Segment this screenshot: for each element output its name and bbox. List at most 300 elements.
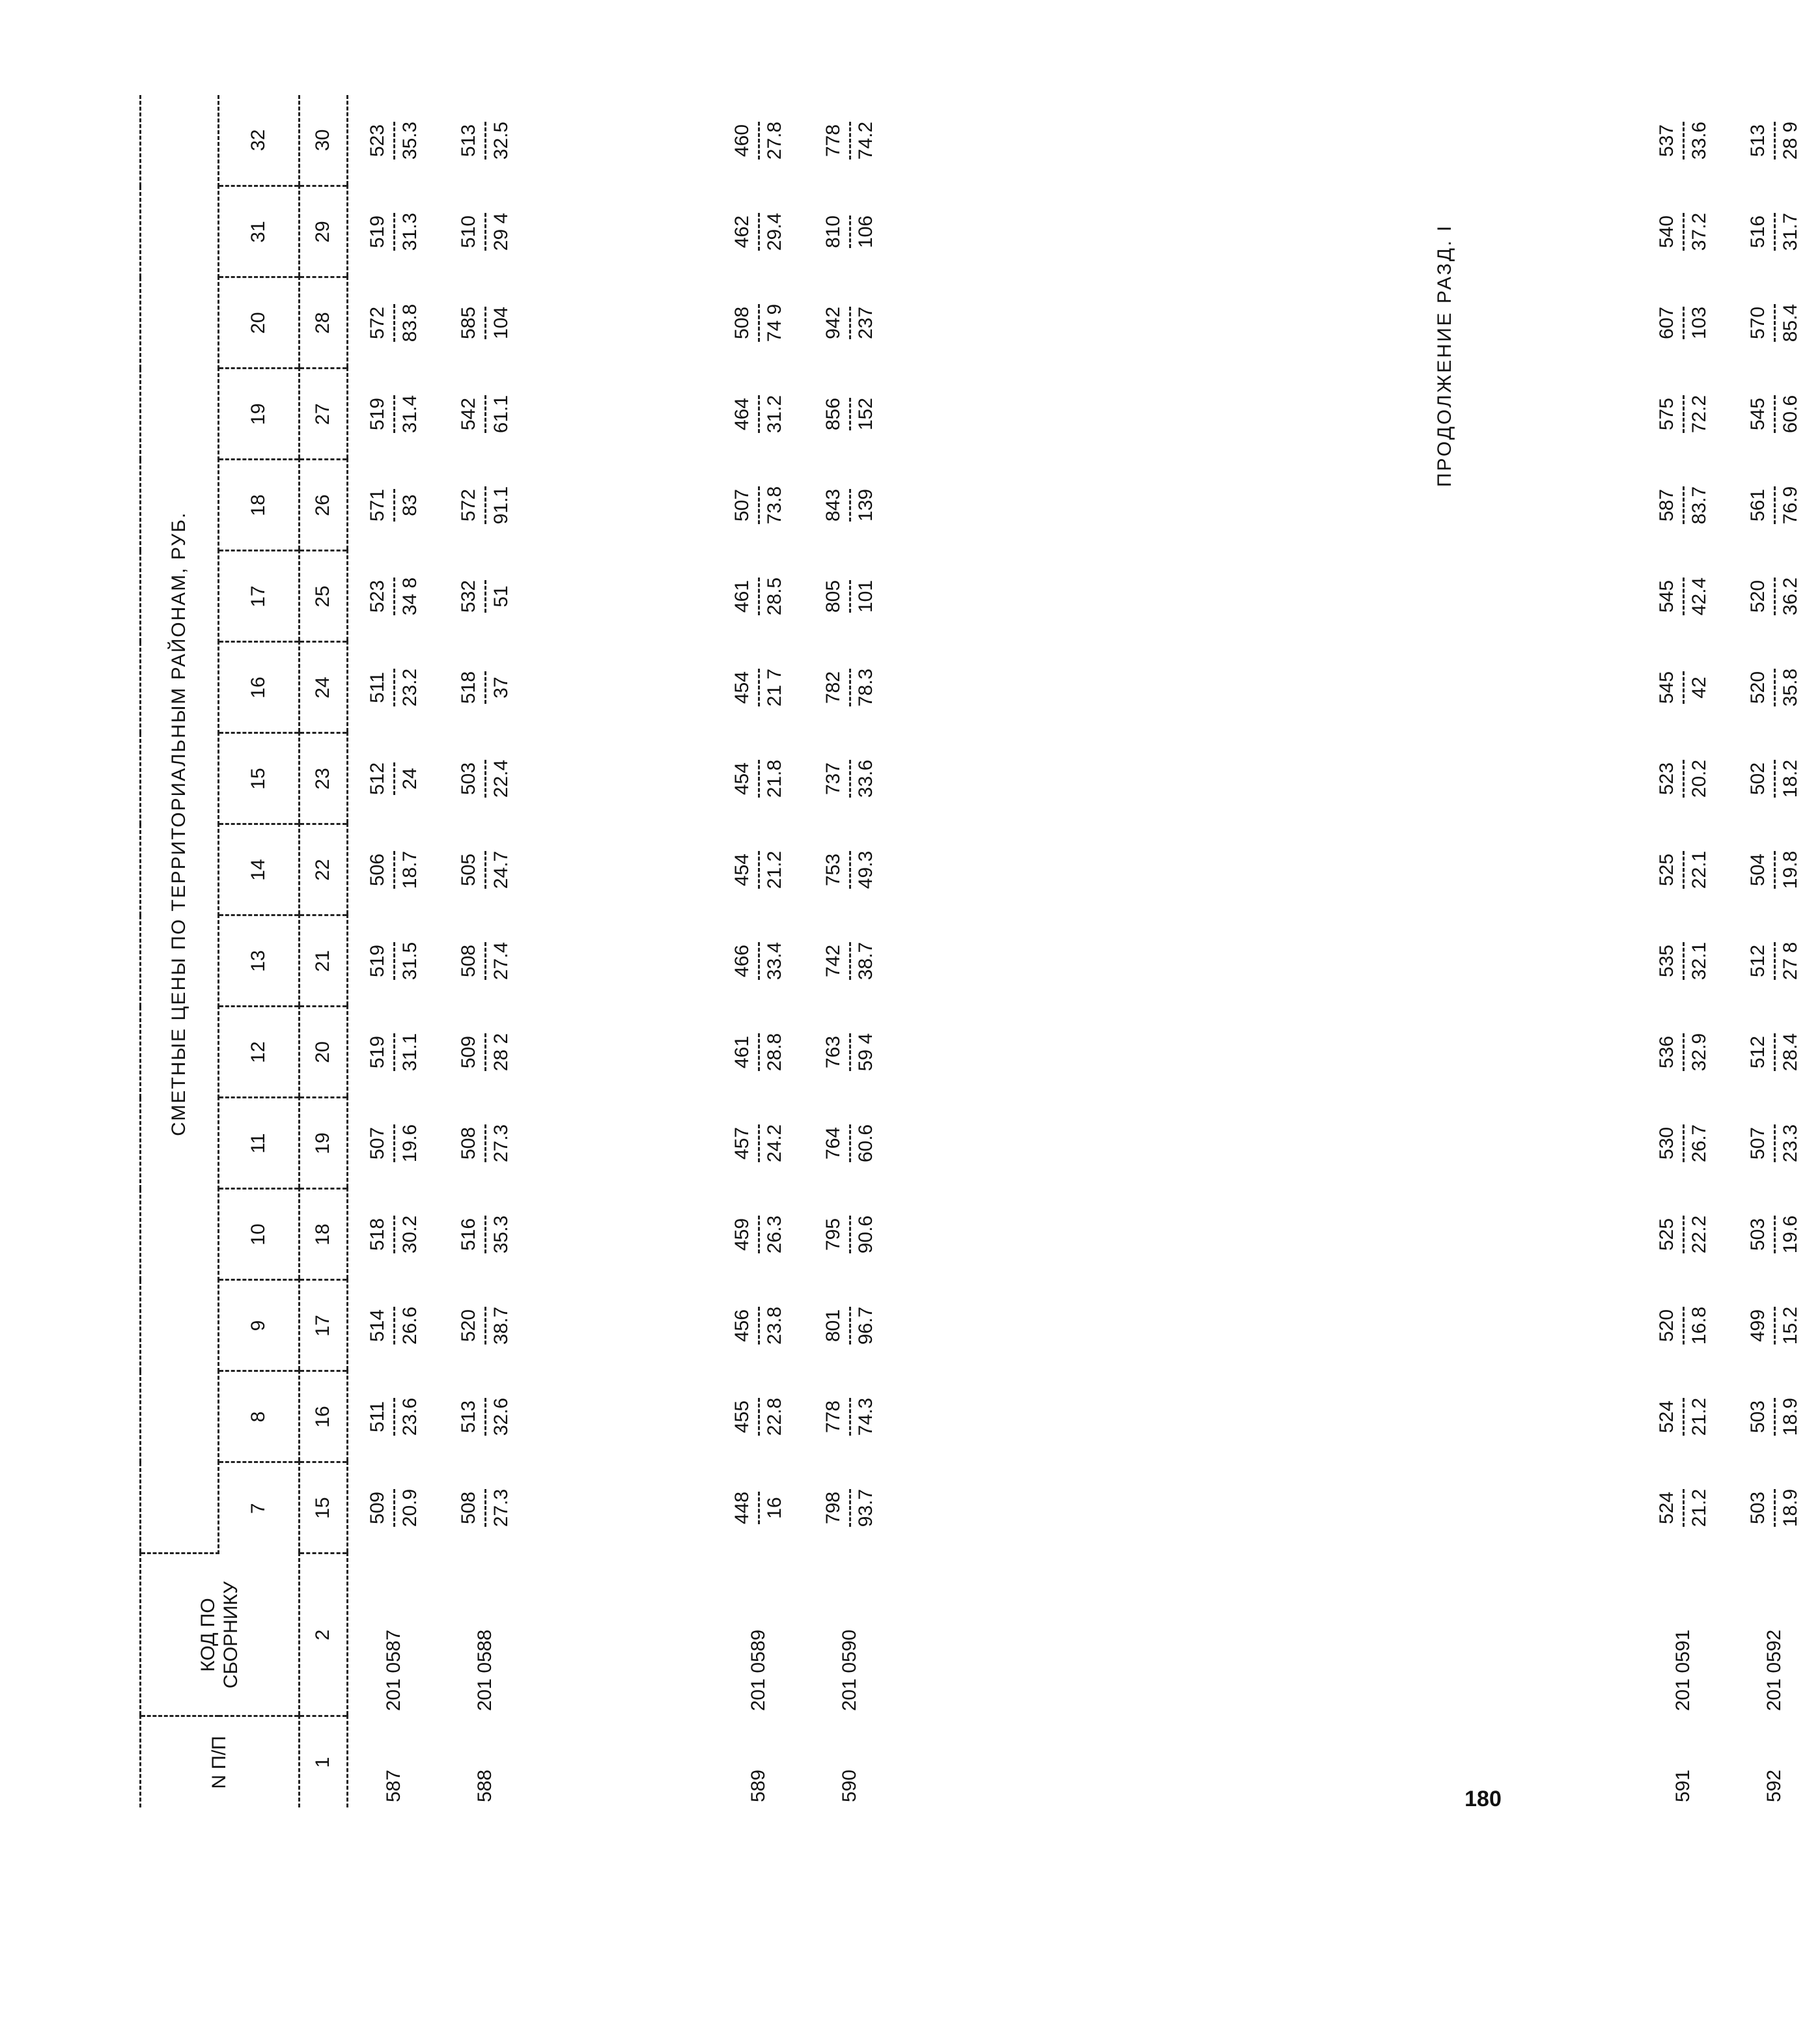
row-code: 201 0589 [747,1629,769,1711]
region-number: 13 [219,915,300,1007]
table-row [1729,95,1820,1807]
row-number: 588 [473,1769,496,1802]
price-cell [713,186,804,277]
region-number: 31 [219,186,300,277]
price-bottom: 24.7 [490,850,512,889]
row-code: 201 0591 [1672,1629,1694,1711]
price-top: 545 [1747,395,1776,433]
price-cell [713,369,804,460]
price-top: 575 [1656,395,1685,433]
price-cell [713,95,804,186]
region-number: 15 [219,733,300,824]
price-top: 520 [458,1307,486,1345]
row-number: 590 [838,1769,860,1802]
price-bottom: 37.2 [1688,212,1710,251]
price-bottom: 51 [490,585,512,607]
row-code: 201 0587 [382,1629,404,1711]
price-bottom: 29.4 [763,212,785,251]
price-bottom: 22.8 [763,1397,785,1436]
price-cell [713,551,804,642]
column-number: 29 [300,186,348,277]
header-group-title: СМЕТНЫЕ ЦЕНЫ ПО ТЕРРИТОРИАЛЬНЫМ РАЙОНАМ, РУБ. [141,95,219,1554]
price-cell [713,824,804,915]
price-top: 561 [1747,486,1776,524]
price-cell [1729,95,1820,186]
price-bottom: 74 9 [763,303,785,342]
price-cell [440,1189,531,1280]
price-cell [713,733,804,824]
price-top: 506 [367,851,395,889]
price-bottom: 19.8 [1779,850,1801,889]
price-top: 778 [822,1398,851,1436]
price-top: 512 [1747,1033,1776,1071]
price-cell [804,277,895,369]
price-bottom: 42 [1688,676,1710,699]
column-number: 22 [300,824,348,915]
price-cell [440,1007,531,1098]
price-top: 537 [1656,122,1685,160]
price-cell [804,1007,895,1098]
price-top: 856 [822,398,851,430]
price-cell [1729,186,1820,277]
column-number: 20 [300,1007,348,1098]
price-table [139,95,1820,1807]
price-cell [440,186,531,277]
region-number: 20 [219,277,300,369]
price-cell [348,277,440,369]
price-bottom: 26.6 [399,1306,421,1345]
price-cell [1638,1462,1729,1554]
price-top: 545 [1656,671,1685,704]
price-bottom: 18.2 [1779,759,1801,798]
price-cell [1638,1371,1729,1462]
price-cell [1729,1371,1820,1462]
price-cell [713,1462,804,1554]
column-number: 16 [300,1371,348,1462]
price-bottom: 93.7 [854,1488,876,1527]
column-number: 23 [300,733,348,824]
price-bottom: 16.8 [1688,1306,1710,1345]
price-top: 542 [458,395,486,433]
row-number: 591 [1672,1769,1694,1802]
price-cell [1638,1007,1729,1098]
price-top: 520 [1747,578,1776,615]
price-bottom: 27.8 [763,121,785,160]
price-bottom: 24 [399,768,421,790]
price-cell [440,642,531,733]
price-top: 742 [822,942,851,980]
column-number: 25 [300,551,348,642]
price-bottom: 38.7 [854,941,876,981]
price-bottom: 38.7 [490,1306,512,1345]
price-top: 571 [367,489,395,522]
price-cell [713,1371,804,1462]
table-row [440,95,531,1807]
price-bottom: 91.1 [490,486,512,525]
price-top: 536 [1656,1033,1685,1071]
price-cell [1638,915,1729,1007]
price-bottom: 31.7 [1779,212,1801,251]
price-top: 513 [458,122,486,160]
price-bottom: 30.2 [399,1215,421,1254]
region-number-row [219,95,300,1807]
price-cell [348,95,440,186]
price-bottom: 16 [763,1497,785,1519]
price-bottom: 49.3 [854,850,876,889]
table-row [713,95,804,1807]
price-bottom: 28 9 [1779,121,1801,160]
price-top: 466 [731,942,760,980]
price-bottom: 83.7 [1688,486,1710,525]
price-top: 504 [1747,851,1776,889]
table-row [1638,95,1729,1807]
price-bottom: 15.2 [1779,1306,1801,1345]
region-number: 16 [219,642,300,733]
price-bottom: 29 4 [490,212,512,251]
region-number: 10 [219,1189,300,1280]
price-cell [804,95,895,186]
price-top: 518 [367,1216,395,1253]
price-bottom: 103 [1688,306,1710,340]
column-number: 18 [300,1189,348,1280]
price-top: 512 [367,762,395,795]
price-top: 524 [1656,1489,1685,1527]
row-spacer [895,95,1638,1807]
price-cell [348,551,440,642]
price-top: 520 [1656,1307,1685,1345]
price-bottom: 23.2 [399,668,421,707]
price-cell [1729,369,1820,460]
price-bottom: 21.2 [1688,1397,1710,1436]
continuation-label: ПРОДОЛЖЕНИЕ РАЗД. I [1434,224,1455,487]
column-number: 24 [300,642,348,733]
price-bottom: 31.4 [399,395,421,434]
price-cell [440,1098,531,1189]
column-number: 27 [300,369,348,460]
price-bottom: 32.9 [1688,1033,1710,1072]
price-cell [804,186,895,277]
price-bottom: 31.2 [763,395,785,434]
price-top: 508 [458,942,486,980]
column-number-row [300,95,348,1807]
price-cell [1638,460,1729,551]
price-bottom: 35.8 [1779,668,1801,707]
price-cell [713,277,804,369]
price-bottom: 76.9 [1779,486,1801,525]
price-top: 509 [458,1033,486,1071]
region-number: 12 [219,1007,300,1098]
price-top: 499 [1747,1307,1776,1345]
region-number: 19 [219,369,300,460]
price-top: 607 [1656,307,1685,339]
price-top: 572 [367,304,395,342]
price-top: 525 [1656,851,1685,889]
price-top: 516 [1747,213,1776,251]
price-bottom: 21.8 [763,759,785,798]
price-cell [804,1371,895,1462]
column-number: 26 [300,460,348,551]
price-bottom: 27.4 [490,941,512,981]
price-bottom: 104 [490,306,512,340]
price-top: 525 [1656,1216,1685,1253]
price-top: 461 [731,578,760,615]
price-bottom: 31.5 [399,941,421,981]
price-cell [1729,277,1820,369]
price-top: 510 [458,213,486,251]
price-top: 448 [731,1492,760,1524]
column-number: 1 [300,1716,348,1807]
price-bottom: 42.4 [1688,577,1710,616]
price-bottom: 36.2 [1779,577,1801,616]
price-top: 810 [822,216,851,248]
price-cell [440,1371,531,1462]
price-top: 782 [822,669,851,706]
price-cell [804,1189,895,1280]
price-top: 513 [458,1398,486,1436]
row-spacer [531,95,713,1807]
region-number: 7 [219,1462,300,1554]
price-cell [1638,277,1729,369]
price-cell [713,642,804,733]
price-cell [348,186,440,277]
column-number: 19 [300,1098,348,1189]
price-top: 585 [458,307,486,339]
price-bottom: 27.3 [490,1488,512,1527]
price-top: 798 [822,1489,851,1527]
price-bottom: 34 8 [399,577,421,616]
price-cell [440,1462,531,1554]
price-cell [440,733,531,824]
price-bottom: 106 [854,215,876,249]
price-cell [440,915,531,1007]
price-cell [348,1007,440,1098]
price-cell [348,1462,440,1554]
price-cell [348,1189,440,1280]
price-bottom: 72.2 [1688,395,1710,434]
price-cell [1638,1098,1729,1189]
price-cell [713,1280,804,1371]
price-top: 457 [731,1124,760,1162]
price-top: 753 [822,851,851,889]
price-cell [1638,824,1729,915]
price-top: 523 [367,122,395,160]
price-top: 503 [458,760,486,798]
price-cell [440,551,531,642]
price-cell [348,1371,440,1462]
price-bottom: 31.3 [399,212,421,251]
price-cell [804,1280,895,1371]
price-cell [1729,1098,1820,1189]
price-bottom: 23.6 [399,1397,421,1436]
price-bottom: 101 [854,579,876,613]
header-n: N П/П [141,1716,300,1807]
price-bottom: 27 8 [1779,941,1801,981]
price-bottom: 60.6 [854,1124,876,1163]
price-cell [1729,1280,1820,1371]
price-cell [348,733,440,824]
price-bottom: 18.7 [399,850,421,889]
table-row [348,95,440,1807]
price-top: 519 [367,1033,395,1071]
price-top: 535 [1656,942,1685,980]
price-bottom: 85.4 [1779,303,1801,342]
price-bottom: 28.8 [763,1033,785,1072]
price-bottom: 33.6 [1688,121,1710,160]
price-cell [348,369,440,460]
price-cell [1729,1007,1820,1098]
region-number: 32 [219,95,300,186]
table-header [141,95,348,1807]
price-top: 456 [731,1307,760,1345]
table-body [348,95,1820,1807]
price-top: 737 [822,760,851,798]
price-top: 505 [458,851,486,889]
price-top: 519 [367,942,395,980]
row-number: 587 [382,1769,404,1802]
price-bottom: 28.5 [763,577,785,616]
price-bottom: 31.1 [399,1033,421,1072]
price-top: 764 [822,1124,851,1162]
price-top: 462 [731,213,760,251]
price-bottom: 23.8 [763,1306,785,1345]
price-top: 523 [1656,760,1685,798]
price-top: 843 [822,489,851,522]
price-cell [804,642,895,733]
column-number: 15 [300,1462,348,1554]
price-bottom: 83.8 [399,303,421,342]
price-bottom: 21 7 [763,668,785,707]
price-top: 524 [1656,1398,1685,1436]
region-number: 18 [219,460,300,551]
row-code: 201 0588 [473,1629,496,1711]
column-number: 21 [300,915,348,1007]
price-cell [1729,1189,1820,1280]
price-cell [1638,369,1729,460]
price-cell [713,460,804,551]
price-cell [348,1098,440,1189]
price-bottom: 24.2 [763,1124,785,1163]
price-top: 455 [731,1398,760,1436]
price-bottom: 33.6 [854,759,876,798]
price-bottom: 18.9 [1779,1488,1801,1527]
price-top: 507 [367,1124,395,1162]
price-cell [440,95,531,186]
price-bottom: 33.4 [763,941,785,981]
price-cell [1638,1189,1729,1280]
price-top: 518 [458,671,486,704]
price-bottom: 22.4 [490,759,512,798]
price-cell [804,733,895,824]
price-bottom: 19.6 [399,1124,421,1163]
price-cell [804,369,895,460]
price-top: 513 [1747,122,1776,160]
price-top: 511 [367,669,395,706]
region-number: 11 [219,1098,300,1189]
price-top: 942 [822,307,851,339]
row-code: 201 0592 [1763,1629,1785,1711]
price-top: 509 [367,1489,395,1527]
price-cell [1638,642,1729,733]
price-bottom: 61.1 [490,395,512,434]
price-cell [1638,95,1729,186]
price-top: 519 [367,213,395,251]
price-top: 801 [822,1307,851,1345]
price-bottom: 96.7 [854,1306,876,1345]
price-cell [804,460,895,551]
price-top: 454 [731,669,760,706]
price-top: 523 [367,578,395,615]
price-cell [1729,915,1820,1007]
price-top: 507 [731,486,760,524]
row-number: 589 [747,1769,769,1802]
price-top: 570 [1747,304,1776,342]
price-cell [1729,1462,1820,1554]
price-cell [440,1280,531,1371]
price-top: 460 [731,122,760,160]
price-cell [1729,551,1820,642]
price-top: 795 [822,1216,851,1253]
price-cell [804,1098,895,1189]
price-bottom: 26.3 [763,1215,785,1254]
price-top: 520 [1747,669,1776,706]
region-number: 8 [219,1371,300,1462]
price-top: 572 [458,486,486,524]
price-top: 464 [731,395,760,433]
price-bottom: 22.1 [1688,850,1710,889]
price-bottom: 74.3 [854,1397,876,1436]
region-number: 17 [219,551,300,642]
price-top: 532 [458,580,486,613]
price-bottom: 19.6 [1779,1215,1801,1254]
price-top: 503 [1747,1216,1776,1253]
column-number: 30 [300,95,348,186]
price-cell [1729,824,1820,915]
price-top: 503 [1747,1489,1776,1527]
price-cell [440,824,531,915]
price-bottom: 139 [854,488,876,522]
price-cell [1638,186,1729,277]
price-cell [713,1189,804,1280]
price-cell [1729,460,1820,551]
column-number: 28 [300,277,348,369]
price-top: 519 [367,395,395,433]
price-bottom: 26.7 [1688,1124,1710,1163]
column-number: 17 [300,1280,348,1371]
price-cell [440,460,531,551]
page-number: 180 [1464,1787,1502,1812]
price-top: 763 [822,1033,851,1071]
price-bottom: 32.6 [490,1397,512,1436]
price-bottom: 74.2 [854,121,876,160]
price-top: 516 [458,1216,486,1253]
price-top: 508 [731,304,760,342]
price-top: 805 [822,580,851,613]
price-bottom: 78.3 [854,668,876,707]
price-cell [348,460,440,551]
header-code: КОД ПО СБОРНИКУ [141,1554,300,1716]
price-top: 540 [1656,213,1685,251]
price-cell [348,915,440,1007]
price-cell [804,1462,895,1554]
price-top: 454 [731,760,760,798]
region-number: 9 [219,1280,300,1371]
price-bottom: 27.3 [490,1124,512,1163]
price-cell [348,642,440,733]
row-number: 592 [1763,1769,1785,1802]
price-cell [713,1098,804,1189]
price-bottom: 90.6 [854,1215,876,1254]
row-code: 201 0590 [838,1629,860,1711]
